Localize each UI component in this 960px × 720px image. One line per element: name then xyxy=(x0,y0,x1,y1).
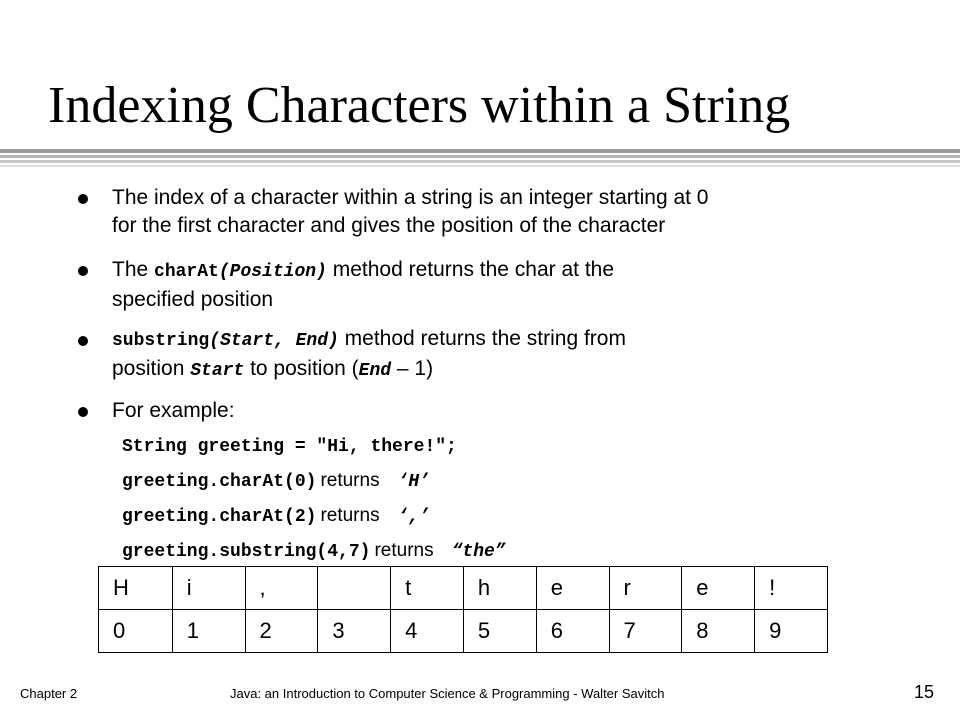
bullet-1-line-2: for the first character and gives the position of the character xyxy=(112,214,666,237)
char-cell: e xyxy=(682,567,755,610)
char-cell: h xyxy=(463,567,536,610)
code-text: greeting.substring(4,7) xyxy=(122,542,371,562)
title-underline xyxy=(0,149,960,169)
code-returns: returns xyxy=(320,505,380,526)
code-text: String greeting = "Hi, there!"; xyxy=(122,437,457,457)
code-line xyxy=(122,504,430,528)
bullet-3 xyxy=(112,325,626,385)
bullet-2-suffix: method returns the char at the xyxy=(326,258,615,281)
bullet-3-start: Start xyxy=(190,361,245,381)
code-line xyxy=(122,469,430,493)
bullet-3-code-arg: (Start, End) xyxy=(209,331,339,351)
index-row xyxy=(99,610,828,653)
bullet-3-line-2c: – 1) xyxy=(391,357,434,380)
char-cell: r xyxy=(609,567,682,610)
bullet-3-line-2b: to position ( xyxy=(244,357,359,380)
code-line xyxy=(122,434,457,458)
bullet-3-end: End xyxy=(358,361,392,381)
bullet-1-line-1: The index of a character within a string is an integer starting at 0 xyxy=(112,186,709,209)
slide-title: Indexing Characters within a String xyxy=(48,77,791,134)
char-index-table xyxy=(98,566,828,653)
bullet-2-code-arg: (Position) xyxy=(218,262,327,282)
char-cell: t xyxy=(391,567,464,610)
bullet-dot xyxy=(78,336,88,346)
code-text: greeting.charAt(2) xyxy=(122,507,317,527)
bullet-2 xyxy=(112,256,614,314)
bullet-2-code: charAt xyxy=(154,262,219,282)
char-cell: e xyxy=(536,567,609,610)
code-result: ‘,’ xyxy=(397,507,430,527)
index-cell: 4 xyxy=(391,610,464,653)
code-returns: returns xyxy=(374,540,434,561)
bullet-3-code: substring xyxy=(112,331,210,351)
char-cell: ! xyxy=(755,567,828,610)
bullet-3-suffix: method returns the string from xyxy=(338,327,626,350)
bullet-dot xyxy=(78,266,88,276)
index-cell: 0 xyxy=(99,610,173,653)
code-result: “the” xyxy=(451,542,506,562)
char-cell: i xyxy=(172,567,245,610)
bullet-3-line-2a: position xyxy=(112,357,191,380)
char-row xyxy=(99,567,828,610)
index-cell: 5 xyxy=(463,610,536,653)
footer-chapter: Chapter 2 xyxy=(20,686,78,701)
index-cell: 9 xyxy=(755,610,828,653)
index-cell: 6 xyxy=(536,610,609,653)
index-cell: 8 xyxy=(682,610,755,653)
char-cell xyxy=(318,567,391,610)
index-cell: 7 xyxy=(609,610,682,653)
index-cell: 3 xyxy=(318,610,391,653)
bullet-4-line-1: For example: xyxy=(112,399,235,422)
code-returns: returns xyxy=(320,470,380,491)
code-result: ‘H’ xyxy=(397,472,430,492)
code-line xyxy=(122,539,506,563)
bullet-2-line-2: specified position xyxy=(112,288,274,311)
index-cell: 1 xyxy=(172,610,245,653)
char-cell: , xyxy=(245,567,318,610)
index-cell: 2 xyxy=(245,610,318,653)
page-number: 15 xyxy=(914,682,935,702)
bullet-dot xyxy=(78,407,88,417)
footer-book-title: Java: an Introduction to Computer Science & Programming - Walter Savitch xyxy=(230,686,665,701)
bullet-4 xyxy=(112,397,235,425)
code-text: greeting.charAt(0) xyxy=(122,472,317,492)
bullet-1 xyxy=(112,184,708,240)
char-cell: H xyxy=(99,567,173,610)
bullet-dot xyxy=(78,194,88,204)
bullet-2-prefix: The xyxy=(112,258,155,281)
